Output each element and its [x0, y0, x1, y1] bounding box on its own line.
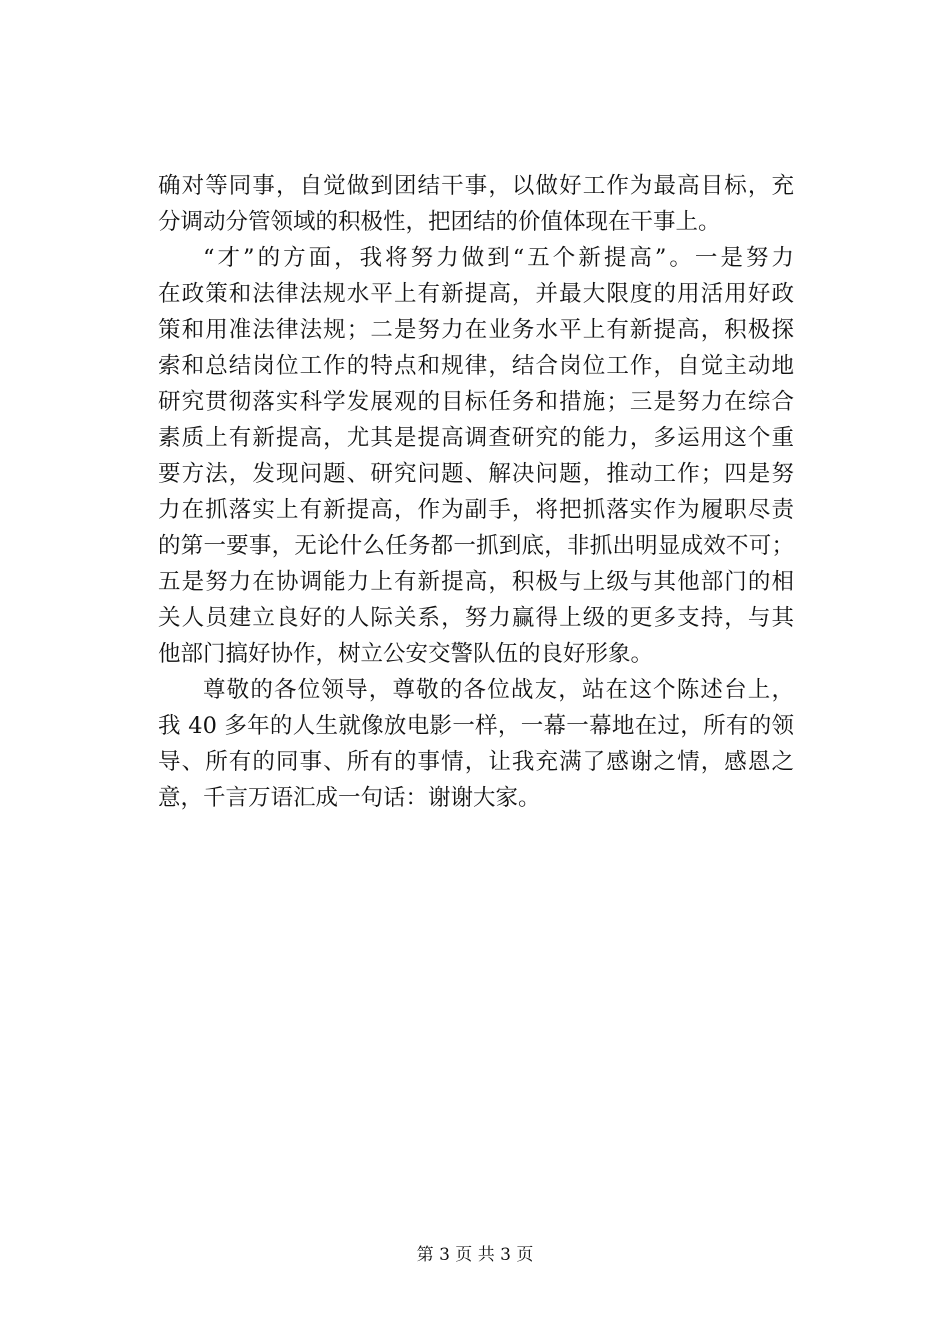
text-line: 意，千言万语汇成一句话：谢谢大家。: [158, 785, 541, 811]
text-line: 五是努力在协调能力上有新提高，积极与上级与其他部门的相: [158, 569, 794, 595]
document-body: [158, 168, 794, 816]
paragraph-3: [158, 672, 794, 816]
text-line: 尊敬的各位领导，尊敬的各位战友，站在这个陈述台上，: [203, 677, 794, 703]
text-line: 导、所有的同事、所有的事情，让我充满了感谢之情，感恩之: [158, 749, 794, 775]
text-line: 策和用准法律法规；二是努力在业务水平上有新提高，积极探: [158, 317, 794, 343]
text-line: “才”的方面，我将努力做到“五个新提高”。一是努力: [203, 245, 794, 271]
text-line: 力在抓落实上有新提高，作为副手，将把抓落实作为履职尽责: [158, 497, 794, 523]
text-line: 研究贯彻落实科学发展观的目标任务和措施；三是努力在综合: [158, 389, 794, 415]
text-line: 的第一要事，无论什么任务都一抓到底，非抓出明显成效不可；: [158, 533, 794, 559]
text-line: 分调动分管领域的积极性，把团结的价值体现在干事上。: [158, 209, 721, 235]
text-line: 确对等同事，自觉做到团结干事，以做好工作为最高目标，充: [158, 173, 794, 199]
text-line: 索和总结岗位工作的特点和规律，结合岗位工作，自觉主动地: [158, 353, 794, 379]
text-line: 要方法，发现问题、研究问题、解决问题，推动工作；四是努: [158, 461, 794, 487]
text-line: 在政策和法律法规水平上有新提高，并最大限度的用活用好政: [158, 281, 794, 307]
page-number-footer: 第 3 页 共 3 页: [416, 1245, 534, 1265]
paragraph-2: [158, 240, 794, 672]
text-line: 素质上有新提高，尤其是提高调查研究的能力，多运用这个重: [158, 425, 794, 451]
text-line: 关人员建立良好的人际关系，努力赢得上级的更多支持，与其: [158, 605, 794, 631]
text-line: 他部门搞好协作，树立公安交警队伍的良好形象。: [158, 641, 654, 667]
text-line: 我 40 多年的人生就像放电影一样，一幕一幕地在过，所有的领: [158, 713, 794, 739]
paragraph-1: [158, 168, 794, 240]
